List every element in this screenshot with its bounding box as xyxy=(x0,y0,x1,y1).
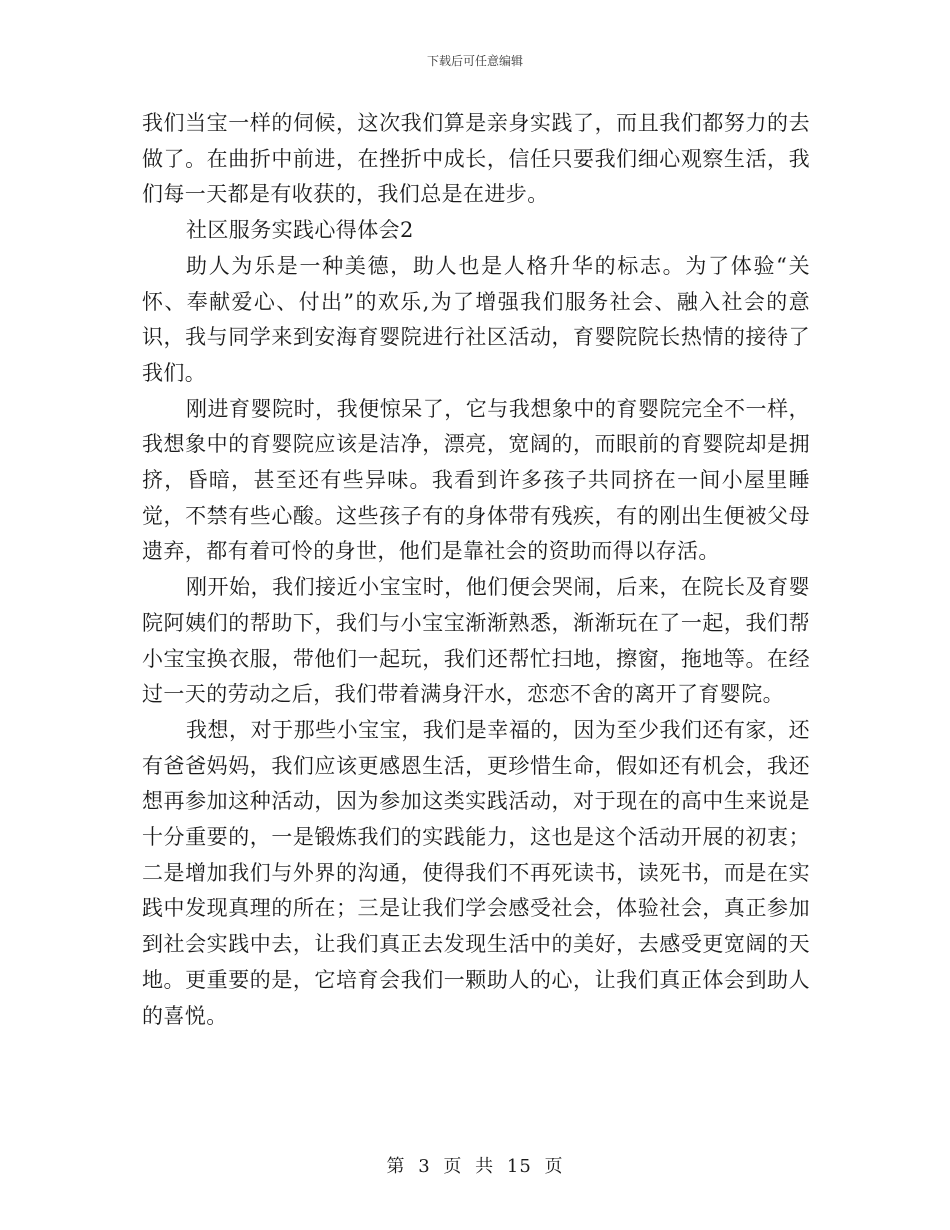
paragraph: 助人为乐是一种美德，助人也是人格升华的标志。为了体验“关怀、奉献爱心、付出”的欢乐,为了增强我们服务社会、融入社会的意识，我与同学来到安海育婴院进行社区活动，育婴院院长热情的接待了我们。 xyxy=(142,253,810,385)
page-label-suffix: 页 xyxy=(544,1156,564,1177)
document-body xyxy=(142,106,810,1034)
page-label-prefix: 第 xyxy=(386,1156,406,1177)
paragraph: 刚进育婴院时，我便惊呆了，它与我想象中的育婴院完全不一样，我想象中的育婴院应该是洁净，漂亮，宽阔的，而眼前的育婴院却是拥挤，昏暗，甚至还有些异味。我看到许多孩子共同挤在一间小屋里睡觉，不禁有些心酸。这些孩子有的身体带有残疾，有的刚出生便被父母遗弃，都有着可怜的身世，他们是靠社会的资助而得以存活。 xyxy=(142,396,810,564)
current-page-number: 3 xyxy=(418,1156,431,1177)
paragraph: 我想，对于那些小宝宝，我们是幸福的，因为至少我们还有家，还有爸爸妈妈，我们应该更感恩生活，更珍惜生命，假如还有机会，我还想再参加这种活动，因为参加这类实践活动，对于现在的高中生来说是十分重要的，一是锻炼我们的实践能力，这也是这个活动开展的初衷；二是增加我们与外界的沟通，使得我们不再死读书，读死书，而是在实践中发现真理的所在；三是让我们学会感受社会，体验社会，真正参加到社会实践中去，让我们真正去发现生活中的美好，去感受更宽阔的天地。更重要的是，它培育会我们一颗助人的心，让我们真正体会到助人的喜悦。 xyxy=(142,717,810,1028)
page-label-mid: 页 xyxy=(443,1156,463,1177)
paragraph-continued: 我们当宝一样的伺候，这次我们算是亲身实践了，而且我们都努力的去做了。在曲折中前进，在挫折中成长，信任只要我们细心观察生活，我们每一天都是有收获的，我们总是在进步。 xyxy=(142,111,810,207)
total-label: 共 xyxy=(475,1156,495,1177)
section-title: 社区服务实践心得体会2 xyxy=(186,218,414,243)
page-header: 下载后可任意编辑 xyxy=(426,54,523,68)
total-pages-number: 15 xyxy=(506,1156,532,1177)
paragraph: 刚开始，我们接近小宝宝时，他们便会哭闹，后来，在院长及育婴院阿姨们的帮助下，我们与小宝宝渐渐熟悉，渐渐玩在了一起，我们帮小宝宝换衣服，带他们一起玩，我们还帮忙扫地，擦窗，拖地等。在经过一天的劳动之后，我们带着满身汗水，恋恋不舍的离开了育婴院。 xyxy=(142,575,810,707)
page-footer xyxy=(0,1152,950,1178)
